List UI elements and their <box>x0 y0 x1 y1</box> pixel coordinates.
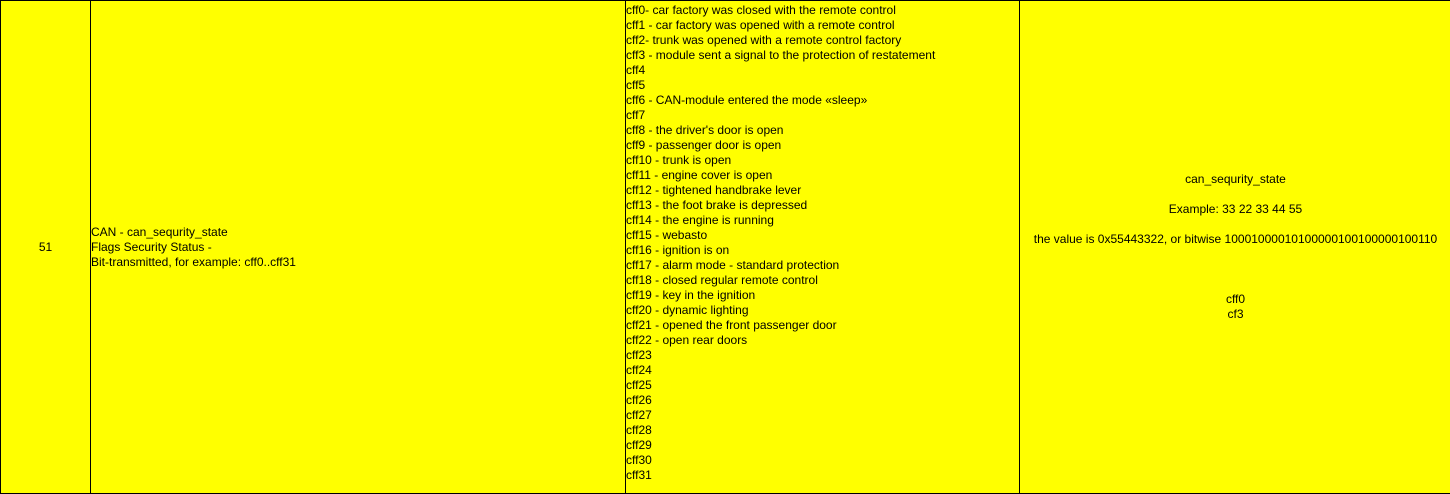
flag-item: cff7 <box>626 108 646 122</box>
flag-item: cff2- trunk was opened with a remote control factory <box>626 33 902 47</box>
blank-line <box>1020 277 1450 292</box>
flag-item: cff13 - the foot brake is depressed <box>626 198 808 212</box>
flag-item: cff31 <box>626 468 652 482</box>
flag-item: cff4 <box>626 63 646 77</box>
example-cell[interactable] <box>1020 1 1450 494</box>
flag-item: cff21 - opened the front passenger door <box>626 318 837 332</box>
row-number: 51 <box>38 239 53 254</box>
flag-item: cff25 <box>626 378 652 392</box>
parameter-note: Bit-transmitted, for example: cff0..cff31 <box>91 254 296 269</box>
example-bytes: Example: 33 22 33 44 55 <box>1168 202 1303 216</box>
blank-line <box>1020 262 1450 277</box>
flag-item: cff23 <box>626 348 652 362</box>
flag-item: cff6 - CAN-module entered the mode «sleep» <box>626 93 868 107</box>
flag-item: cff0- car factory was closed with the remote control <box>626 3 896 17</box>
example-value: the value is 0x55443322, or bitwise 10001000010100000100100000100110 <box>1033 232 1438 246</box>
flag-item: cff14 - the engine is running <box>626 213 774 227</box>
blank-line <box>1020 247 1450 262</box>
flag-item: cff22 - open rear doors <box>626 333 748 347</box>
example-result-flag: cff0 <box>1225 292 1246 306</box>
flag-item: cff8 - the driver's door is open <box>626 123 784 137</box>
table-row <box>1 1 1450 494</box>
flag-item: cff28 <box>626 423 652 437</box>
flag-item: cff1 - car factory was opened with a remote control <box>626 18 895 32</box>
flag-item: cff20 - dynamic lighting <box>626 303 749 317</box>
parameter-cell[interactable] <box>91 1 626 494</box>
flag-item: cff16 - ignition is on <box>626 243 730 257</box>
blank-line <box>1020 217 1450 232</box>
example-name: can_sequrity_state <box>1185 172 1286 186</box>
parameter-name: CAN - can_sequrity_state <box>91 224 228 239</box>
flag-item: cff30 <box>626 453 652 467</box>
flag-item: cff17 - alarm mode - standard protection <box>626 258 840 272</box>
flag-list <box>626 1 1019 483</box>
example-result-flag: cf3 <box>1227 307 1244 321</box>
flag-item: cff27 <box>626 408 652 422</box>
blank-line <box>1020 187 1450 202</box>
row-number-cell[interactable] <box>1 1 91 494</box>
flag-item: cff24 <box>626 363 652 377</box>
flag-item: cff9 - passenger door is open <box>626 138 782 152</box>
flag-item: cff11 - engine cover is open <box>626 168 773 182</box>
flag-item: cff3 - module sent a signal to the protection of restatement <box>626 48 936 62</box>
flag-item: cff10 - trunk is open <box>626 153 732 167</box>
flag-item: cff5 <box>626 78 646 92</box>
flag-item: cff18 - closed regular remote control <box>626 273 818 287</box>
flag-item: cff29 <box>626 438 652 452</box>
flag-item: cff15 - webasto <box>626 228 708 242</box>
flag-item: cff12 - tightened handbrake lever <box>626 183 802 197</box>
parameter-description: Flags Security Status - <box>91 239 212 254</box>
flag-item: cff19 - key in the ignition <box>626 288 756 302</box>
flag-item: cff26 <box>626 393 652 407</box>
flags-cell[interactable] <box>626 1 1020 494</box>
